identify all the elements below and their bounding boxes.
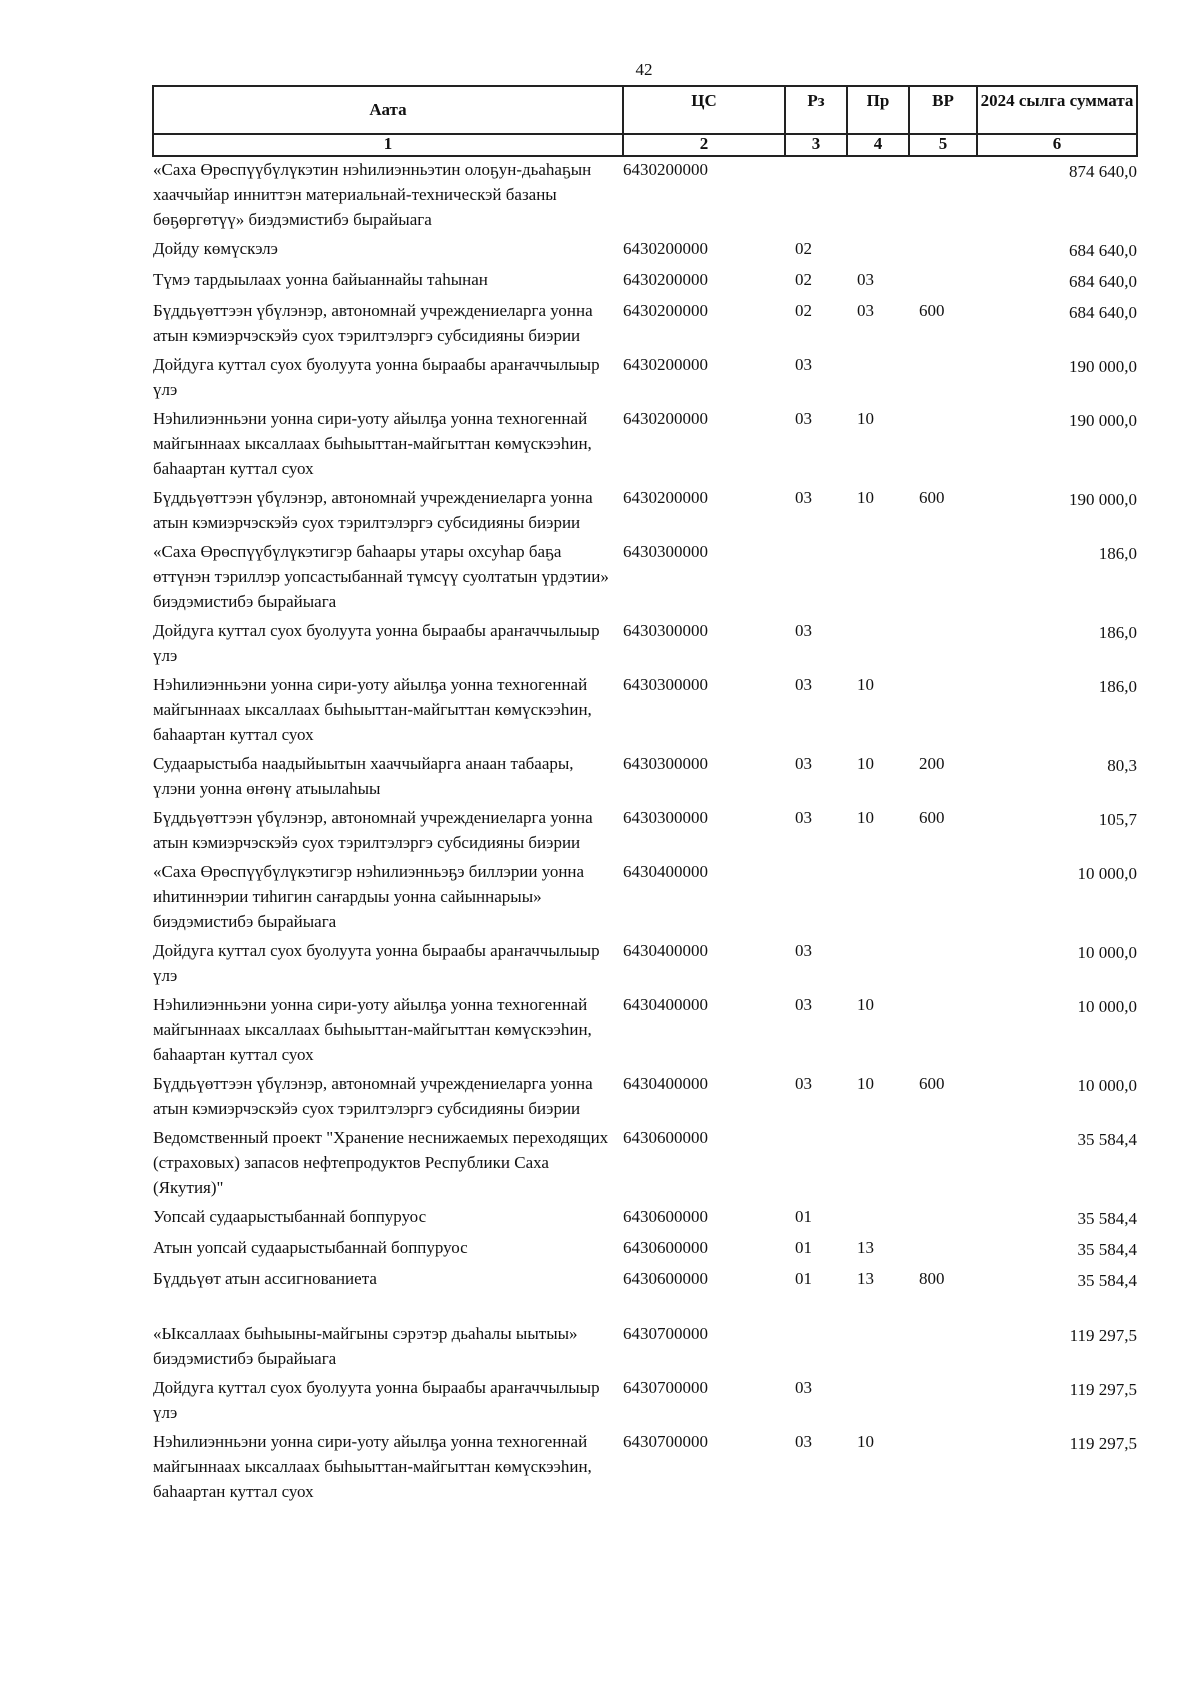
- row-rz: 03: [795, 675, 812, 694]
- row-name: Түмэ тардыылаах уонна байыаннайы таһынан: [153, 270, 488, 289]
- header-vr: [909, 86, 977, 134]
- row-cs: 6430200000: [623, 239, 708, 258]
- row-sum-value: 10 000,0: [1077, 997, 1137, 1016]
- table-row: [153, 938, 1137, 992]
- row-vr: [909, 406, 977, 485]
- row-cs: 6430700000: [623, 1432, 708, 1451]
- row-rz: 03: [795, 1378, 812, 1397]
- row-cs: 6430300000: [623, 808, 708, 827]
- row-pr: 10: [857, 754, 874, 773]
- table-row: [153, 1204, 1137, 1235]
- row-pr: 13: [857, 1238, 874, 1257]
- row-rz: 03: [795, 1074, 812, 1093]
- row-sum: [977, 672, 1137, 751]
- row-vr: [909, 352, 977, 406]
- table-row: [153, 1266, 1137, 1321]
- row-cs: 6430400000: [623, 862, 708, 881]
- row-cs: 6430700000: [623, 1378, 708, 1397]
- row-sum: [977, 805, 1137, 859]
- row-vr: 200: [919, 754, 945, 773]
- table-row: [153, 406, 1137, 485]
- row-sum: [977, 1321, 1137, 1375]
- row-cs: 6430300000: [623, 621, 708, 640]
- header-num-4: 4: [847, 134, 909, 156]
- row-cs: 6430400000: [623, 941, 708, 960]
- row-sum: [977, 406, 1137, 485]
- row-name: Бүддьүөттээн үбүлэнэр, автономнай учреждениеларга уонна атын кэмиэрчэскэйэ суох тэрилтэлэргэ субсидияны биэрии: [153, 808, 593, 852]
- row-sum-value: 190 000,0: [1069, 411, 1137, 430]
- row-sum: [977, 1429, 1137, 1508]
- row-pr: 13: [857, 1269, 874, 1288]
- row-vr: 600: [919, 488, 945, 507]
- table-row: [153, 1375, 1137, 1429]
- row-sum-value: 684 640,0: [1069, 241, 1137, 260]
- row-sum-value: 35 584,4: [1077, 1271, 1137, 1290]
- row-cs: 6430600000: [623, 1207, 708, 1226]
- row-cs: 6430200000: [623, 301, 708, 320]
- row-vr: [909, 156, 977, 236]
- row-sum-value: 190 000,0: [1069, 490, 1137, 509]
- row-name: Бүддьүөттээн үбүлэнэр, автономнай учреждениеларга уонна атын кэмиэрчэскэйэ суох тэрилтэлэргэ субсидияны биэрии: [153, 301, 593, 345]
- row-cs: 6430200000: [623, 355, 708, 374]
- row-sum-value: 186,0: [1098, 544, 1137, 563]
- row-pr: [847, 1125, 909, 1204]
- row-sum: [977, 1125, 1137, 1204]
- row-rz: [785, 859, 847, 938]
- row-pr: 10: [857, 1074, 874, 1093]
- row-vr: 600: [919, 1074, 945, 1093]
- row-cs: 6430300000: [623, 754, 708, 773]
- row-vr: [909, 236, 977, 267]
- row-rz: 02: [795, 301, 812, 320]
- row-sum: [977, 352, 1137, 406]
- header-num-2: 2: [623, 134, 785, 156]
- header-pr: [847, 86, 909, 134]
- row-name: Бүддьүөттээн үбүлэнэр, автономнай учреждениеларга уонна атын кэмиэрчэскэйэ суох тэрилтэлэргэ субсидияны биэрии: [153, 1074, 593, 1118]
- row-vr: [909, 938, 977, 992]
- row-sum-value: 684 640,0: [1069, 303, 1137, 322]
- header-vr-label: ВР: [932, 91, 954, 110]
- row-cs: 6430200000: [623, 488, 708, 507]
- row-cs: 6430300000: [623, 542, 708, 561]
- header-sum: [977, 86, 1137, 134]
- row-rz: 02: [795, 239, 812, 258]
- table-header: [153, 86, 1137, 156]
- row-name: Нэһилиэнньэни уонна сири-уоту айылҕа уонна техногеннай майгыннаах ыксаллаах быһыыттан-майгыттан көмүскээһин, баһаартан куттал суох: [153, 675, 592, 744]
- row-sum-value: 10 000,0: [1077, 864, 1137, 883]
- row-pr: 03: [857, 270, 874, 289]
- row-sum: [977, 236, 1137, 267]
- row-cs: 6430700000: [623, 1324, 708, 1343]
- header-rz: [785, 86, 847, 134]
- row-rz: [785, 156, 847, 236]
- table-row: [153, 236, 1137, 267]
- table-row: [153, 751, 1137, 805]
- row-sum: [977, 485, 1137, 539]
- row-name: «Саха Өрөспүүбүлүкэтин нэһилиэнньэтин олоҕун-дьаһаҕын хааччыйар инниттэн материальнай-техническэй базаны бөҕөргөтүү» биэдэмистибэ бырайыага: [153, 160, 592, 229]
- row-name: Дойдуга куттал суох буолуута уонна быраабы араҥаччылыыр үлэ: [153, 941, 600, 985]
- row-vr: [909, 1375, 977, 1429]
- row-sum-value: 119 297,5: [1069, 1380, 1137, 1399]
- table-row: [153, 539, 1137, 618]
- row-sum: [977, 1375, 1137, 1429]
- row-rz: 03: [795, 808, 812, 827]
- row-vr: [909, 1204, 977, 1235]
- row-name: Нэһилиэнньэни уонна сири-уоту айылҕа уонна техногеннай майгыннаах ыксаллаах быһыыттан-майгыттан көмүскээһин, баһаартан куттал суох: [153, 995, 592, 1064]
- row-sum: [977, 1235, 1137, 1266]
- row-sum: [977, 859, 1137, 938]
- row-sum-value: 80,3: [1107, 756, 1137, 775]
- row-cs: 6430400000: [623, 1074, 708, 1093]
- row-pr: [847, 1204, 909, 1235]
- row-vr: 600: [919, 808, 945, 827]
- row-sum-value: 119 297,5: [1069, 1326, 1137, 1345]
- row-rz: 03: [795, 1432, 812, 1451]
- row-sum-value: 874 640,0: [1069, 162, 1137, 181]
- row-cs: 6430200000: [623, 270, 708, 289]
- row-sum: [977, 298, 1137, 352]
- row-pr: 10: [857, 409, 874, 428]
- row-vr: [909, 1235, 977, 1266]
- row-sum-value: 186,0: [1098, 623, 1137, 642]
- row-pr: [847, 156, 909, 236]
- row-pr: [847, 1321, 909, 1375]
- row-vr: [909, 992, 977, 1071]
- table-row: [153, 1125, 1137, 1204]
- row-sum-value: 35 584,4: [1077, 1209, 1137, 1228]
- row-name: Бүддьүөт атын ассигнованиета: [153, 1269, 377, 1288]
- row-name: Нэһилиэнньэни уонна сири-уоту айылҕа уонна техногеннай майгыннаах ыксаллаах быһыыттан-майгыттан көмүскээһин, баһаартан куттал суох: [153, 409, 592, 478]
- row-name: «Саха Өрөспүүбүлүкэтигэр баһаары утары охсуһар баҕа өттүнэн тэриллэр уопсастыбаннай түмсүү суолтатын үрдэтии» биэдэмистибэ бырайыага: [153, 542, 609, 611]
- budget-table-container: [152, 85, 1136, 1508]
- header-pr-label: Пр: [866, 91, 890, 110]
- row-name: «Ыксаллаах быһыыны-майгыны сэрэтэр дьаһалы ыытыы» биэдэмистибэ бырайыага: [153, 1324, 578, 1368]
- row-pr: 10: [857, 488, 874, 507]
- table-row: [153, 992, 1137, 1071]
- table-row: [153, 267, 1137, 298]
- row-cs: 6430400000: [623, 995, 708, 1014]
- row-vr: [909, 672, 977, 751]
- row-vr: [909, 1429, 977, 1508]
- table-row: [153, 1321, 1137, 1375]
- row-vr: [909, 618, 977, 672]
- row-rz: 03: [795, 941, 812, 960]
- row-cs: 6430600000: [623, 1238, 708, 1257]
- table-row: [153, 156, 1137, 236]
- row-cs: 6430200000: [623, 409, 708, 428]
- row-vr: [909, 267, 977, 298]
- row-vr: 600: [919, 301, 945, 320]
- table-row: [153, 485, 1137, 539]
- header-num-3: 3: [785, 134, 847, 156]
- row-name: Уопсай судаарыстыбаннай боппуруос: [153, 1207, 427, 1226]
- row-vr: [909, 859, 977, 938]
- row-rz: 02: [795, 270, 812, 289]
- row-pr: [847, 1375, 909, 1429]
- row-sum-value: 190 000,0: [1069, 357, 1137, 376]
- row-sum-value: 186,0: [1098, 677, 1137, 696]
- row-vr: [909, 1125, 977, 1204]
- table-row: [153, 618, 1137, 672]
- row-pr: 10: [857, 1432, 874, 1451]
- row-rz: 03: [795, 995, 812, 1014]
- header-cs-label: ЦС: [691, 91, 717, 110]
- row-sum-value: 10 000,0: [1077, 943, 1137, 962]
- row-pr: [847, 618, 909, 672]
- header-cs: [623, 86, 785, 134]
- header-num-1: 1: [153, 134, 623, 156]
- row-pr: [847, 859, 909, 938]
- row-rz: 01: [795, 1207, 812, 1226]
- row-pr: 10: [857, 675, 874, 694]
- row-sum: [977, 1071, 1137, 1125]
- row-pr: [847, 539, 909, 618]
- header-rz-label: Рз: [807, 91, 825, 110]
- row-rz: 03: [795, 355, 812, 374]
- header-sum-label: 2024 сылга суммата: [980, 91, 1134, 110]
- row-pr: 10: [857, 995, 874, 1014]
- row-sum-value: 35 584,4: [1077, 1240, 1137, 1259]
- row-sum: [977, 539, 1137, 618]
- row-name: Атын уопсай судаарыстыбаннай боппуруос: [153, 1238, 468, 1257]
- table-row: [153, 298, 1137, 352]
- row-sum-value: 35 584,4: [1077, 1130, 1137, 1149]
- row-sum: [977, 938, 1137, 992]
- row-sum: [977, 992, 1137, 1071]
- row-vr: 800: [919, 1269, 945, 1288]
- row-name: Дойдуга куттал суох буолуута уонна быраабы араҥаччылыыр үлэ: [153, 355, 600, 399]
- row-rz: [785, 1125, 847, 1204]
- row-pr: [847, 236, 909, 267]
- row-name: Бүддьүөттээн үбүлэнэр, автономнай учреждениеларга уонна атын кэмиэрчэскэйэ суох тэрилтэлэргэ субсидияны биэрии: [153, 488, 593, 532]
- row-rz: 01: [795, 1238, 812, 1257]
- row-pr: 10: [857, 808, 874, 827]
- row-name: Судаарыстыба наадыйыытын хааччыйарга анаан табаары, үлэни уонна өҥөнү атыылаһыы: [153, 754, 574, 798]
- table-row: [153, 672, 1137, 751]
- page-number: 42: [635, 60, 653, 79]
- header-num-6: 6: [977, 134, 1137, 156]
- table-row: [153, 859, 1137, 938]
- row-rz: 03: [795, 409, 812, 428]
- row-vr: [909, 1321, 977, 1375]
- row-sum: [977, 618, 1137, 672]
- header-name: Аата: [153, 86, 623, 134]
- row-rz: [785, 1321, 847, 1375]
- row-rz: 03: [795, 488, 812, 507]
- row-sum: [977, 751, 1137, 805]
- row-sum-value: 10 000,0: [1077, 1076, 1137, 1095]
- row-sum: [977, 156, 1137, 236]
- row-name: Нэһилиэнньэни уонна сири-уоту айылҕа уонна техногеннай майгыннаах ыксаллаах быһыыттан-майгыттан көмүскээһин, баһаартан куттал суох: [153, 1432, 592, 1501]
- row-cs: 6430300000: [623, 675, 708, 694]
- row-name: Ведомственный проект "Хранение неснижаемых переходящих (страховых) запасов нефтепродуктов Республики Саха (Якутия)": [153, 1128, 609, 1197]
- row-rz: 01: [795, 1269, 812, 1288]
- row-name: «Саха Өрөспүүбүлүкэтигэр нэһилиэнньэҕэ биллэрии уонна иһитиннэрии тиһигин саҥардыы уонна сайыннарыы» биэдэмистибэ бырайыага: [153, 862, 585, 931]
- table-body: [153, 156, 1137, 1508]
- row-sum-value: 119 297,5: [1069, 1434, 1137, 1453]
- row-sum-value: 684 640,0: [1069, 272, 1137, 291]
- row-sum: [977, 267, 1137, 298]
- table-row: [153, 805, 1137, 859]
- row-vr: [909, 539, 977, 618]
- row-pr: 03: [857, 301, 874, 320]
- table-row: [153, 352, 1137, 406]
- row-sum: [977, 1266, 1137, 1321]
- table-row: [153, 1235, 1137, 1266]
- row-pr: [847, 938, 909, 992]
- table-row: [153, 1429, 1137, 1508]
- row-sum-value: 105,7: [1098, 810, 1137, 829]
- row-sum: [977, 1204, 1137, 1235]
- row-pr: [847, 352, 909, 406]
- row-name: Дойдуга куттал суох буолуута уонна быраабы араҥаччылыыр үлэ: [153, 621, 600, 665]
- table-row: [153, 1071, 1137, 1125]
- row-rz: [785, 539, 847, 618]
- row-cs: 6430200000: [623, 160, 708, 179]
- row-cs: 6430600000: [623, 1128, 708, 1147]
- row-rz: 03: [795, 621, 812, 640]
- row-name: Дойдуга куттал суох буолуута уонна быраабы араҥаччылыыр үлэ: [153, 1378, 600, 1422]
- budget-table: [152, 85, 1138, 1508]
- header-num-5: 5: [909, 134, 977, 156]
- row-rz: 03: [795, 754, 812, 773]
- row-name: Дойду көмүскэлэ: [153, 239, 278, 258]
- row-cs: 6430600000: [623, 1269, 708, 1288]
